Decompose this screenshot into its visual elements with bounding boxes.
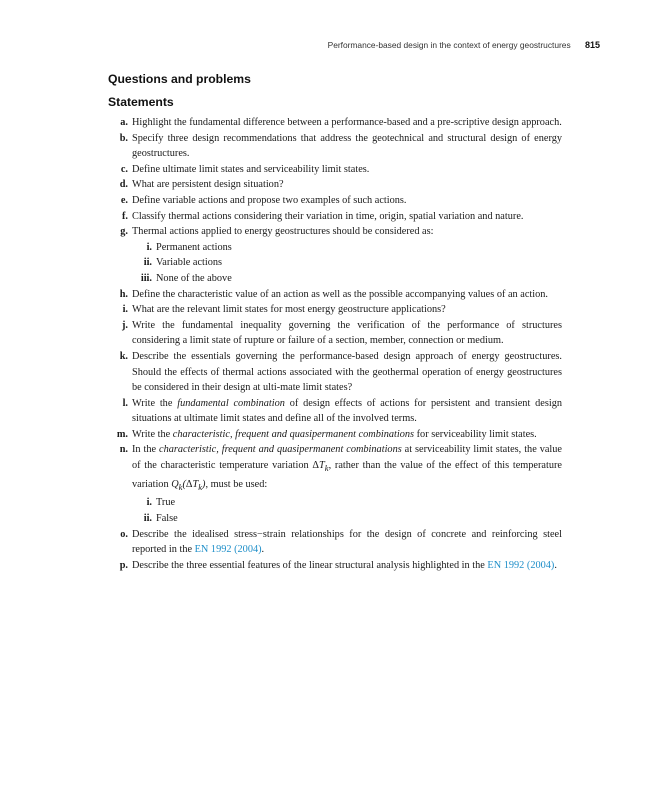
question-text: Define ultimate limit states and serviceability limit states. <box>132 163 370 175</box>
question-marker: k. <box>119 350 128 362</box>
question-h <box>108 287 562 303</box>
question-text: Specify three design recommendations that address the geotechnical and structural design of energy geostructures. <box>132 132 562 160</box>
question-m <box>108 427 562 443</box>
emphasized-term: characteristic, frequent and quasipermanent combinations <box>172 428 415 440</box>
option-item <box>132 255 562 271</box>
option-text: Variable actions <box>156 257 223 269</box>
running-header <box>108 40 600 50</box>
math-t: T <box>319 460 325 472</box>
option-text: Permanent actions <box>156 241 232 253</box>
question-text: Define the characteristic value of an action as well as the possible accompanying values of an action. <box>132 288 549 300</box>
question-f <box>108 209 562 225</box>
question-marker: g. <box>120 226 128 238</box>
math-q: Q <box>171 478 179 490</box>
option-item <box>132 495 562 511</box>
option-text: True <box>156 497 176 509</box>
option-list <box>132 240 562 287</box>
option-item <box>132 511 562 527</box>
question-l <box>108 396 562 427</box>
question-text-middle: at serviceability limit states, the value of the characteristic temperature variation <box>132 444 562 472</box>
option-marker: ii. <box>143 512 152 524</box>
question-marker: i. <box>122 304 128 316</box>
math-subscript: k <box>178 481 183 492</box>
question-d <box>108 177 562 193</box>
question-marker: o. <box>120 528 128 540</box>
question-text: What are the relevant limit states for most energy geostructure applications? <box>132 304 446 316</box>
question-text: What are persistent design situation? <box>132 179 284 191</box>
delta-symbol: Δ <box>185 478 193 490</box>
question-k <box>108 349 562 396</box>
question-text-start: Write the <box>132 397 173 409</box>
question-text-start: Describe the idealised stress−strain relationships for the design of concrete and reinforcing steel reported in the <box>132 528 562 556</box>
math-t: T <box>192 478 199 490</box>
question-text: Write the fundamental inequality governing the verification of the performance of structures considering a limit state of rupture or failure of a section, member, connection or medium. <box>132 319 562 347</box>
question-text-middle-2: , rather than the value of the effect of this temperature variation <box>132 460 563 490</box>
question-e <box>108 193 562 209</box>
subsection-title: Statements <box>108 95 174 109</box>
reference-link[interactable]: EN 1992 (2004) <box>194 544 262 556</box>
question-marker: f. <box>121 210 128 222</box>
page-number: 815 <box>584 40 600 50</box>
question-j <box>108 318 562 349</box>
question-g <box>108 224 562 286</box>
question-text: Classify thermal actions considering their variation in time, origin, spatial variation and nature. <box>132 210 524 222</box>
math-q-k: $Q_k(\Delta T_k)$ <box>171 478 206 492</box>
question-p <box>108 558 562 574</box>
question-c <box>108 162 562 178</box>
math-subscript: k <box>324 463 329 474</box>
question-text-end: , must be used: <box>205 478 268 490</box>
option-text: None of the above <box>156 272 232 284</box>
question-marker: a. <box>120 117 128 128</box>
question-text-end: for serviceability limit states. <box>416 428 537 440</box>
option-marker: i. <box>146 241 152 253</box>
option-item <box>132 240 562 256</box>
question-text-start: In the <box>132 444 157 456</box>
option-marker: ii. <box>143 257 152 269</box>
question-marker: n. <box>119 444 128 456</box>
question-text-end: of design effects of actions for persistent and transient design situations at ultimate limit states and define all of the involved terms. <box>132 397 562 425</box>
question-marker: c. <box>120 163 128 175</box>
delta-symbol: Δ <box>312 460 320 472</box>
question-a <box>108 115 562 131</box>
math-delta-t-k <box>312 460 329 474</box>
question-text: Highlight the fundamental difference between a performance-based and a pre-scriptive design approach. <box>132 117 562 128</box>
option-list <box>132 495 562 526</box>
option-text: False <box>156 512 178 524</box>
question-marker: p. <box>119 559 128 571</box>
question-marker: l. <box>122 397 128 409</box>
question-n <box>108 442 562 526</box>
option-marker: i. <box>146 497 152 509</box>
question-text-start: Write the <box>132 428 171 440</box>
question-marker: h. <box>119 288 128 300</box>
question-marker: b. <box>119 132 128 144</box>
question-b <box>108 131 562 162</box>
emphasized-term: fundamental combination <box>177 397 285 409</box>
question-i <box>108 302 562 318</box>
question-marker: m. <box>116 428 128 440</box>
question-text-start: Describe the three essential features of the linear structural analysis highlighted in the <box>132 559 485 571</box>
question-text-end: . <box>261 544 265 556</box>
option-item <box>132 271 562 287</box>
question-text: Describe the essentials governing the performance-based design approach of energy geostructures. Should the effects of thermal actions associated with the geothermal operation of energy geostructures be considered in their design at ulti-mate limit states? <box>132 350 562 394</box>
question-marker: j. <box>121 319 128 331</box>
running-title: Performance-based design in the context of energy geostructures <box>327 40 571 50</box>
question-text-end: . <box>554 559 557 571</box>
question-marker: e. <box>120 194 128 206</box>
question-o <box>108 527 562 558</box>
section-title: Questions and problems <box>108 72 251 86</box>
question-text: Thermal actions applied to energy geostructures should be considered as: <box>132 226 434 238</box>
math-subscript: k <box>198 481 203 492</box>
question-list <box>108 115 562 573</box>
emphasized-term: characteristic, frequent and quasipermanent combinations <box>159 444 402 456</box>
reference-link[interactable]: EN 1992 (2004) <box>487 559 555 571</box>
question-text: Define variable actions and propose two examples of such actions. <box>132 194 407 206</box>
question-marker: d. <box>119 179 128 191</box>
option-marker: iii. <box>140 272 152 284</box>
